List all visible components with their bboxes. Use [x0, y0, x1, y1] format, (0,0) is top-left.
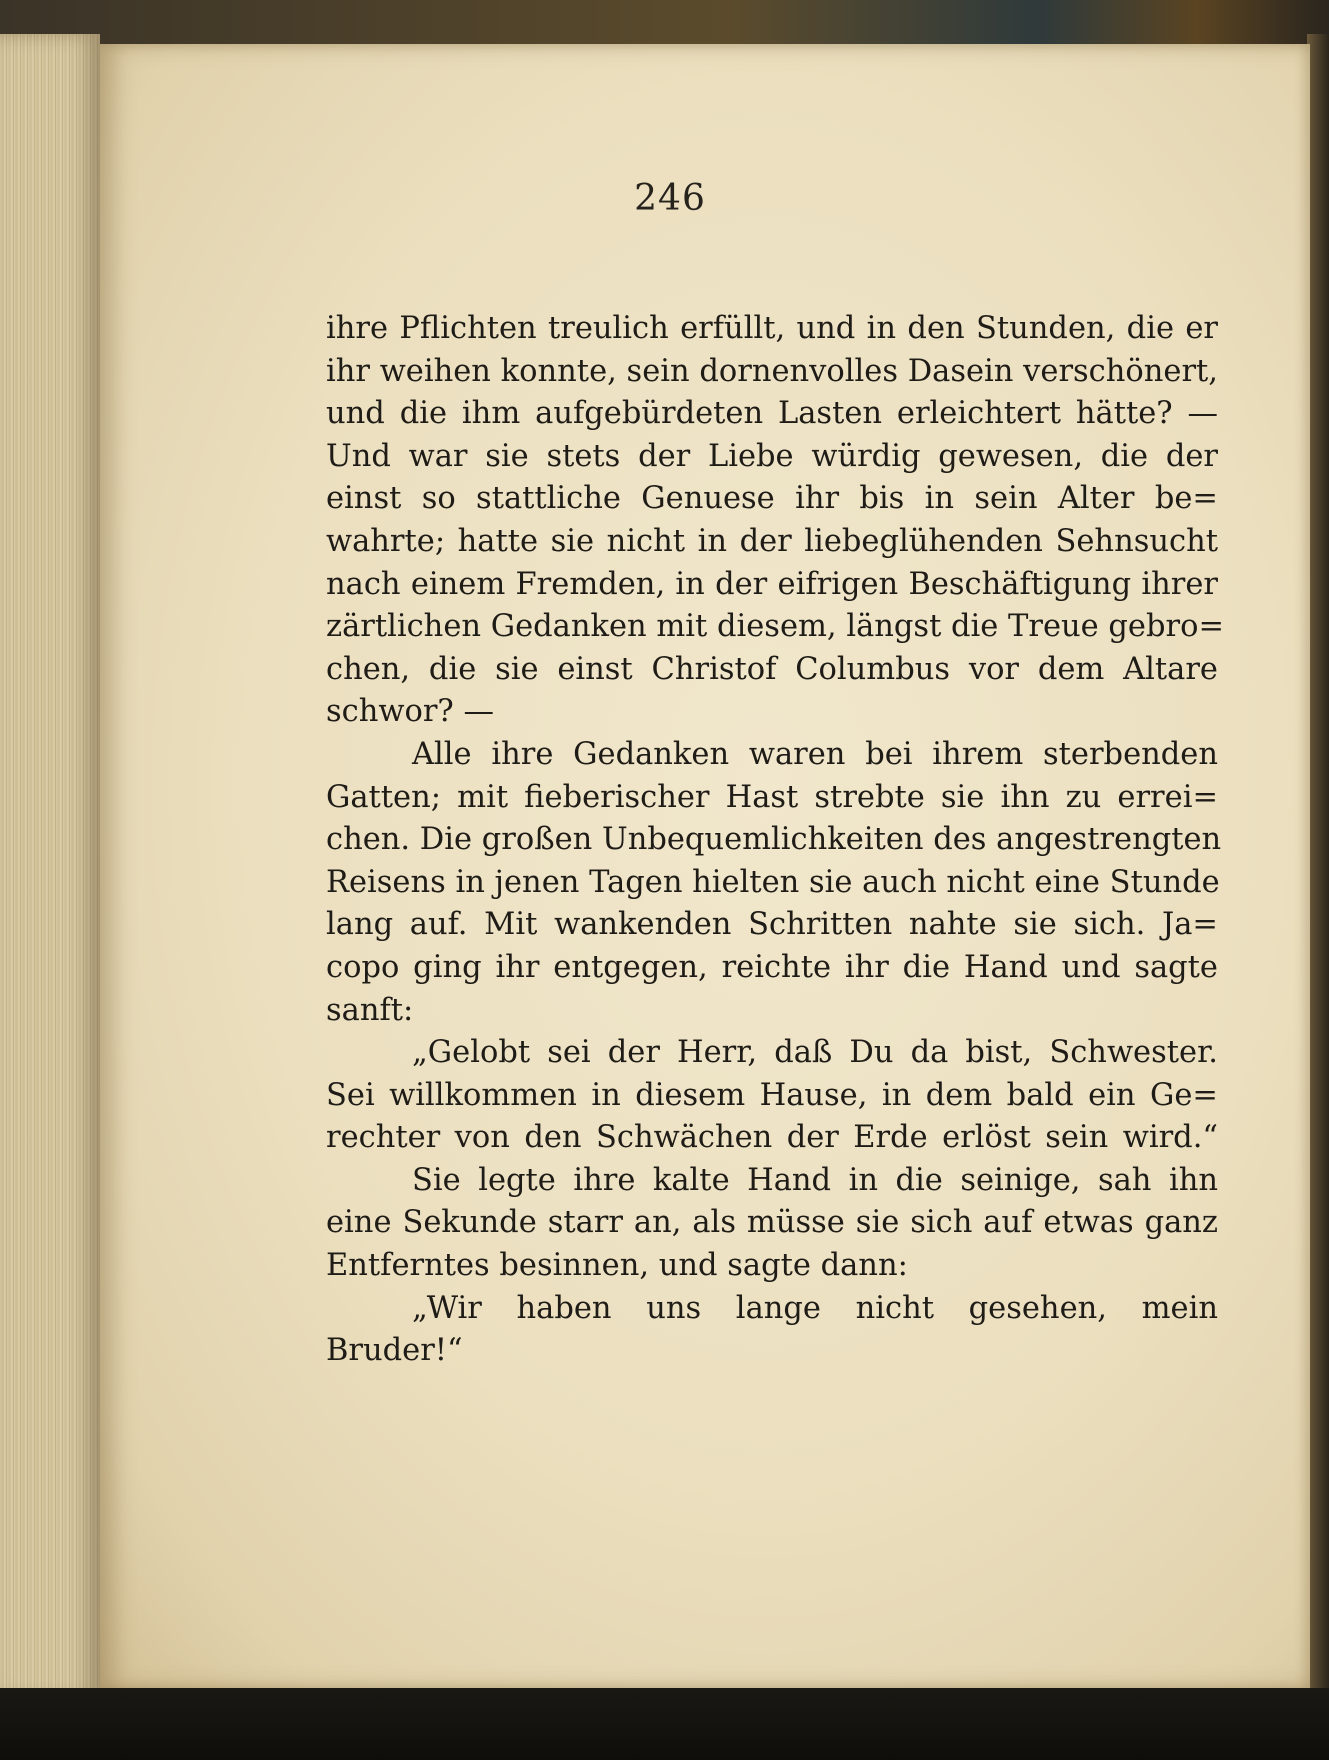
text-line: Und war sie stets der Liebe würdig gewesen, die der: [326, 438, 1218, 474]
text-line: Sie legte ihre kalte Hand in die seinige, sah ihn: [412, 1162, 1218, 1198]
text-line: ihr weihen konnte, sein dornenvolles Dasein verschönert,: [326, 353, 1218, 389]
book-bottom-edge: [0, 1688, 1329, 1760]
text-line: einst so stattliche Genuese ihr bis in sein Alter be=: [326, 481, 1218, 517]
text-line: rechter von den Schwächen der Erde erlöst sein wird.“: [326, 1120, 1218, 1156]
text-line: lang auf. Mit wankenden Schritten nahte sie sich. Ja=: [326, 907, 1218, 943]
text-line: „Wir haben uns lange nicht gesehen, mein: [412, 1290, 1218, 1326]
text-line: Alle ihre Gedanken waren bei ihrem sterbenden: [412, 736, 1218, 772]
page-stack-edge: [0, 34, 100, 1699]
text-line: wahrte; hatte sie nicht in der liebeglühenden Sehnsucht: [326, 523, 1218, 559]
text-line: Gatten; mit fieberischer Hast strebte sie ihn zu errei=: [326, 779, 1218, 815]
text-line: chen, die sie einst Christof Columbus vor dem Altare: [326, 651, 1218, 687]
text-line: schwor? —: [326, 694, 494, 730]
book-right-edge: [1307, 34, 1329, 1699]
body-text: [326, 308, 1225, 1373]
text-line: Sei willkommen in diesem Hause, in dem bald ein Ge=: [326, 1077, 1218, 1113]
text-line: nach einem Fremden, in der eifrigen Beschäftigung ihrer: [326, 566, 1218, 602]
text-line: sanft:: [326, 992, 414, 1028]
text-line: Bruder!“: [326, 1333, 463, 1369]
text-line: eine Sekunde starr an, als müsse sie sich auf etwas ganz: [326, 1205, 1218, 1241]
text-line: ihre Pflichten treulich erfüllt, und in den Stunden, die er: [326, 311, 1218, 346]
book-top-edge: [0, 0, 1329, 44]
text-line: copo ging ihr entgegen, reichte ihr die Hand und sagte: [326, 949, 1218, 985]
text-line: chen. Die großen Unbequemlichkeiten des angestrengten: [326, 822, 1222, 858]
text-line: und die ihm aufgebürdeten Lasten erleichtert hätte? —: [326, 396, 1218, 432]
text-line: Reisens in jenen Tagen hielten sie auch nicht eine Stunde: [326, 864, 1220, 900]
text-line: Entferntes besinnen, und sagte dann:: [326, 1248, 908, 1284]
text-line: zärtlichen Gedanken mit diesem, längst die Treue gebro=: [326, 609, 1225, 645]
text-line: „Gelobt sei der Herr, daß Du da bist, Schwester.: [412, 1035, 1218, 1071]
page-number: 246: [634, 178, 706, 219]
